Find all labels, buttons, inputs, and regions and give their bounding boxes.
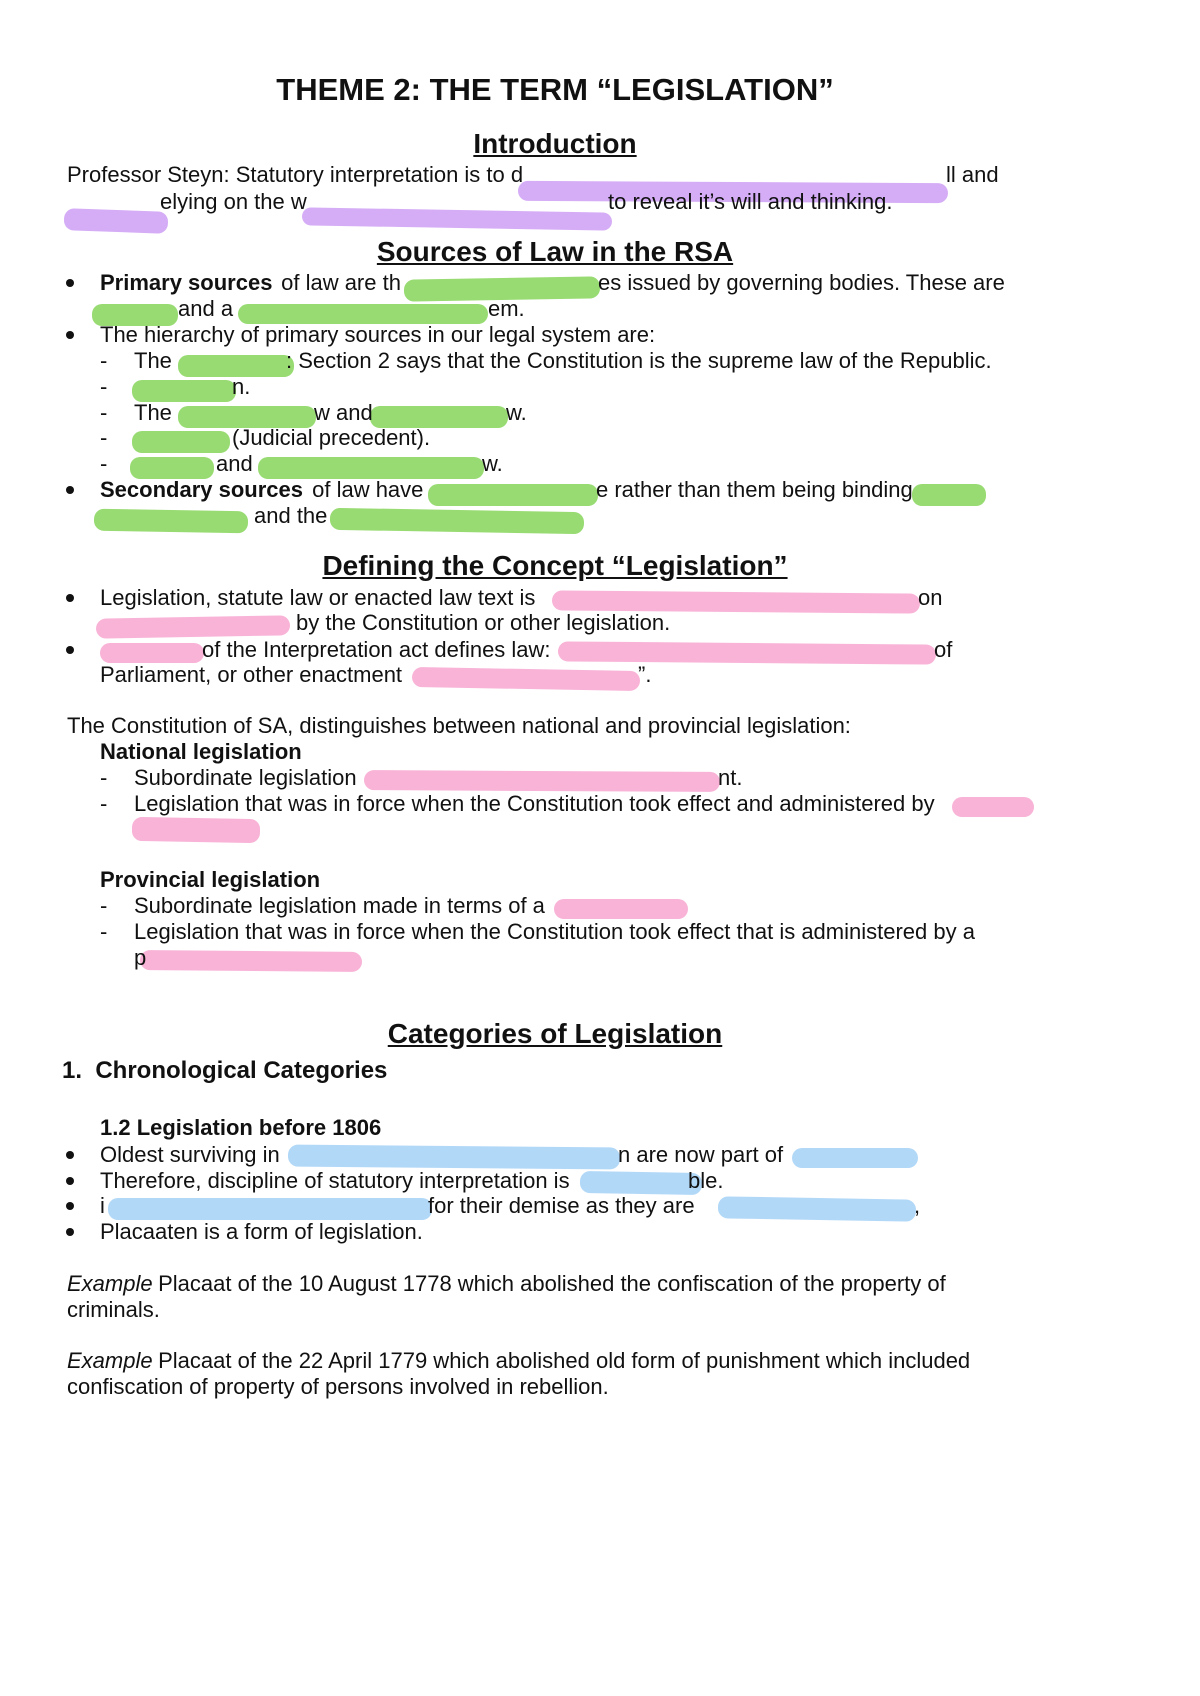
intro-line-2: elying on the w: [160, 189, 307, 214]
dash: -: [100, 919, 108, 944]
hierarchy-item-1-b: : Section 2 says that the Constitution is the supreme law of the Republic.: [286, 348, 992, 373]
definition-2-c: Parliament, or other enactment: [100, 662, 403, 687]
national-item-1-a: Subordinate legislation: [134, 765, 357, 790]
highlight-mark: [912, 484, 986, 506]
highlight-mark: [64, 208, 169, 234]
hierarchy-item-5-a: and: [216, 451, 253, 476]
category-item-1-b: n are now part of: [618, 1142, 784, 1167]
national-legislation-heading: National legislation: [100, 739, 302, 764]
categories-heading: Categories of Legislation: [387, 1018, 723, 1049]
highlight-mark: [792, 1148, 918, 1168]
definition-2-b: of: [934, 637, 953, 662]
highlight-mark: [302, 207, 612, 230]
primary-sources-text-d: em.: [488, 296, 525, 321]
hierarchy-item-3-a: The: [134, 400, 172, 425]
category-item-1-a: Oldest surviving in: [100, 1142, 280, 1167]
hierarchy-item-4: (Judicial precedent).: [232, 425, 431, 450]
secondary-sources-text-c: and the: [254, 503, 328, 528]
category-item-2-b: ble.: [688, 1168, 724, 1193]
secondary-sources-label: Secondary sources: [100, 477, 303, 502]
defining-heading: Defining the Concept “Legislation”: [322, 550, 788, 581]
secondary-sources-text-b: e rather than them being binding: [596, 477, 913, 502]
bullet: [66, 331, 74, 339]
category-item-4: Placaaten is a form of legislation.: [100, 1219, 423, 1244]
definition-1-b: on: [918, 585, 943, 610]
intro-line-1-end: ll and: [946, 162, 999, 187]
primary-sources-text-b: es issued by governing bodies. These are: [598, 270, 1005, 295]
dash: -: [100, 374, 108, 399]
dash: -: [100, 893, 108, 918]
national-item-1-b: nt.: [718, 765, 743, 790]
bullet: [66, 1151, 74, 1159]
hierarchy-item-3-b: w and: [314, 400, 373, 425]
example-1-label: Example: [67, 1271, 153, 1296]
highlight-mark: [100, 643, 204, 663]
hierarchy-item-3-c: w.: [506, 400, 527, 425]
bullet: [66, 279, 74, 287]
highlight-mark: [554, 899, 688, 919]
dash: -: [100, 400, 108, 425]
highlight-mark: [330, 508, 584, 534]
bullet: [66, 1177, 74, 1185]
definition-2-d: ”.: [638, 662, 652, 687]
category-item-2-a: Therefore, discipline of statutory interpretation is: [100, 1168, 570, 1193]
dash: -: [100, 791, 108, 816]
intro-line-1: Professor Steyn: Statutory interpretation is to d: [67, 162, 524, 187]
dash: -: [100, 451, 108, 476]
intro-line-2-end: to reveal it’s will and thinking.: [608, 189, 893, 214]
sources-heading: Sources of Law in the RSA: [376, 236, 734, 267]
hierarchy-item-5-b: w.: [482, 451, 503, 476]
highlight-mark: [412, 667, 640, 691]
highlight-mark: [288, 1145, 620, 1170]
category-item-3-b: for their demise as they are: [428, 1193, 695, 1218]
constitution-intro: The Constitution of SA, distinguishes between national and provincial legislation:: [67, 713, 851, 738]
bullet: [66, 1228, 74, 1236]
dash: -: [100, 765, 108, 790]
highlight-mark: [132, 817, 260, 843]
primary-sources-text-a: of law are th: [275, 270, 401, 295]
primary-sources-text-c: and a: [178, 296, 234, 321]
definition-1-a: Legislation, statute law or enacted law text is: [100, 585, 536, 610]
definition-1-c: by the Constitution or other legislation.: [296, 610, 671, 635]
bullet: [66, 486, 74, 494]
highlight-mark: [428, 484, 598, 506]
primary-sources-label: Primary sources: [100, 270, 273, 295]
chronological-categories-heading: 1. Chronological Categories: [62, 1057, 388, 1084]
bullet: [66, 1202, 74, 1210]
example-1-text-cont: criminals.: [67, 1297, 160, 1322]
highlight-mark: [952, 797, 1034, 817]
highlight-mark: [558, 641, 936, 664]
example-2-label: Example: [67, 1348, 153, 1373]
provincial-item-1: Subordinate legislation made in terms of a: [134, 893, 545, 918]
example-2-text-cont: confiscation of property of persons involved in rebellion.: [67, 1374, 609, 1399]
hierarchy-item-1-a: The: [134, 348, 172, 373]
dash: -: [100, 425, 108, 450]
highlight-mark: [364, 770, 720, 792]
page-title: THEME 2: THE TERM “LEGISLATION”: [276, 72, 834, 107]
example-1-text: Placaat of the 10 August 1778 which abolished the confiscation of the property of: [152, 1271, 946, 1296]
legislation-before-1806-heading: 1.2 Legislation before 1806: [100, 1115, 382, 1140]
highlight-mark: [108, 1198, 432, 1220]
hierarchy-intro: The hierarchy of primary sources in our legal system are:: [100, 322, 656, 347]
national-item-2: Legislation that was in force when the Constitution took effect and administered by: [134, 791, 935, 816]
definition-2-a: of the Interpretation act defines law:: [202, 637, 551, 662]
bullet: [66, 594, 74, 602]
highlight-mark: [718, 1196, 916, 1221]
category-item-3-a: i: [100, 1193, 105, 1218]
introduction-heading: Introduction: [473, 128, 637, 159]
secondary-sources-text-a: of law have: [306, 477, 424, 502]
provincial-legislation-heading: Provincial legislation: [100, 867, 321, 892]
hierarchy-item-2: n.: [232, 374, 251, 399]
highlight-mark: [140, 950, 362, 972]
provincial-item-2: Legislation that was in force when the Constitution took effect that is administered by a: [134, 919, 975, 944]
highlight-mark: [94, 509, 248, 534]
provincial-item-2-cont: p: [134, 945, 147, 970]
example-2-text: Placaat of the 22 April 1779 which abolished old form of punishment which included: [152, 1348, 971, 1373]
bullet: [66, 646, 74, 654]
dash: -: [100, 348, 108, 373]
category-item-3-c: ,: [914, 1193, 921, 1218]
